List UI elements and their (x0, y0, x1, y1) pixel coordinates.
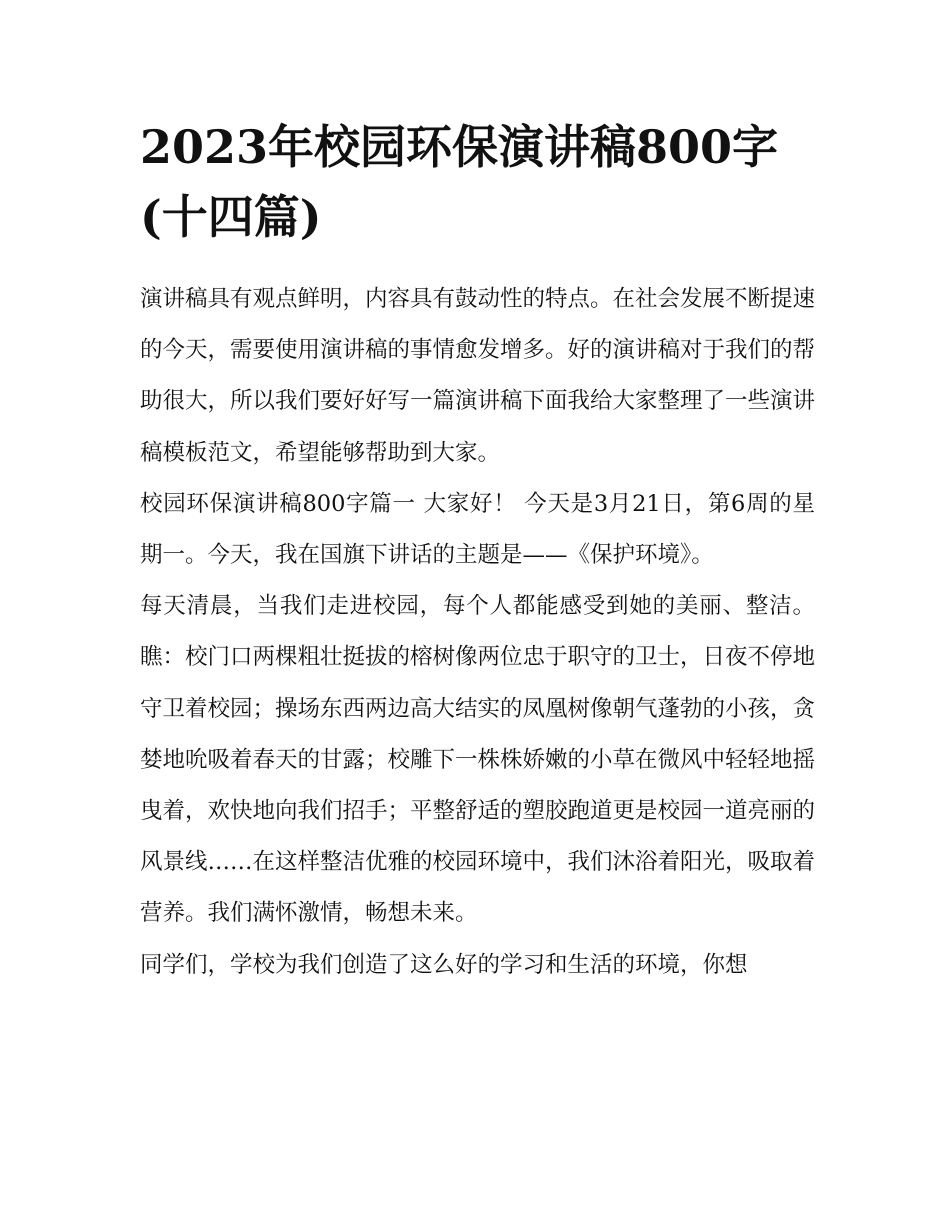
document-page (140, 112, 815, 991)
paragraph-classmates: 同学们，学校为我们创造了这么好的学习和生活的环境，你想 (140, 951, 748, 978)
paragraph-intro: 演讲稿具有观点鲜明，内容具有鼓动性的特点。在社会发展不断提速的今天，需要使用演讲稿的事情愈发增多。好的演讲稿对于我们的帮助很大，所以我们要好好写一篇演讲稿下面我给大家整理了一些演讲稿模板范文，希望能够帮助到大家。 (140, 286, 816, 466)
paragraph-campus-description: 每天清晨，当我们走进校园，每个人都能感受到她的美丽、整洁。瞧：校门口两棵粗壮挺拔的榕树像两位忠于职守的卫士，日夜不停地守卫着校园；操场东西两边高大结实的凤凰树像朝气蓬勃的小孩，贪婪地吮吸着春天的甘露；校雕下一株株娇嫩的小草在微风中轻轻地摇曳着，欢快地向我们招手；平整舒适的塑胶跑道更是校园一道亮丽的风景线……在这样整洁优雅的校园环境中，我们沐浴着阳光，吸取着营养。我们满怀激情，畅想未来。 (140, 593, 816, 927)
paragraph-speech-opening: 校园环保演讲稿800字篇一 大家好！ 今天是3月21日，第6周的星期一。今天，我在国旗下讲话的主题是——《保护环境》。 (140, 490, 815, 569)
document-title: 2023年校园环保演讲稿800字(十四篇) (140, 120, 779, 244)
